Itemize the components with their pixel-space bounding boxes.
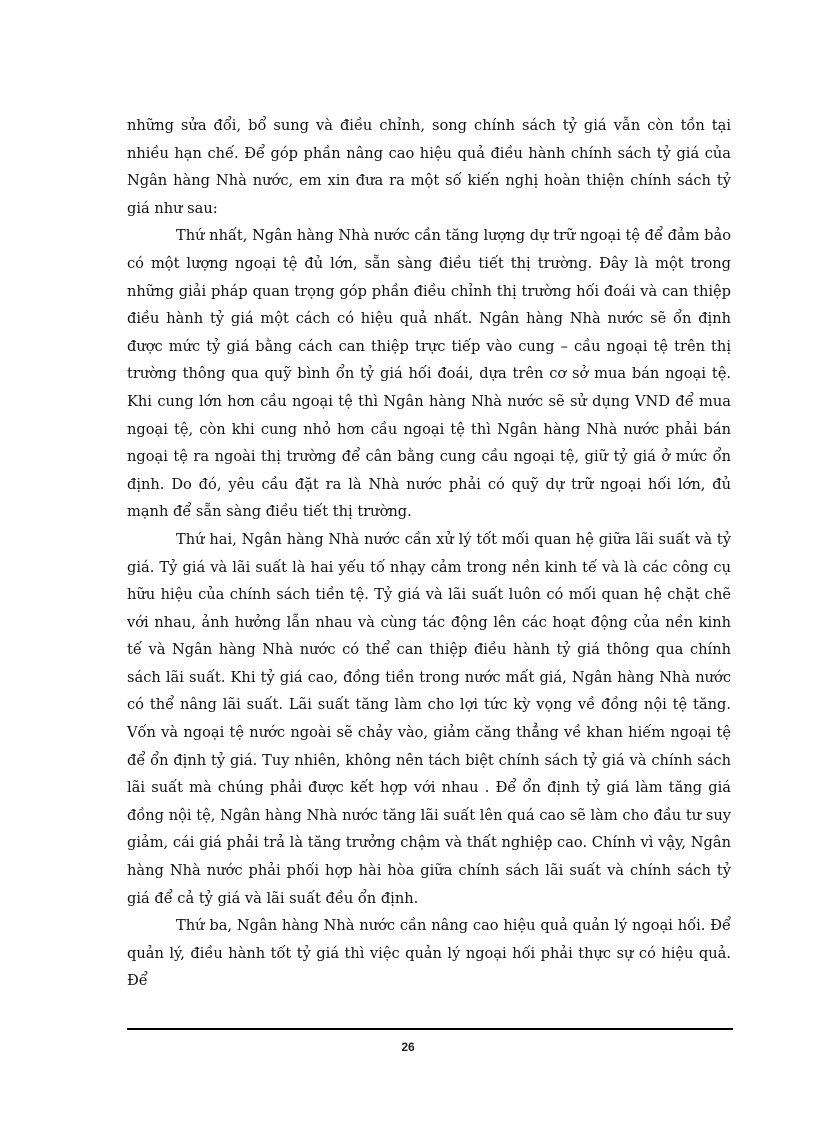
paragraph-continuation: những sửa đổi, bổ sung và điều chỉnh, song chính sách tỷ giá vẫn còn tồn tại nhiều hạn chế. Để góp phần nâng cao hiệu quả điều hành chính sách tỷ giá của Ngân hàng Nhà nước, em xin đưa ra một số kiến nghị hoàn thiện chính sách tỷ giá như sau: bbox=[127, 117, 731, 217]
page-number: 26 bbox=[401, 1040, 415, 1054]
paragraph-second-recommendation: Thứ hai, Ngân hàng Nhà nước cần xử lý tốt mối quan hệ giữa lãi suất và tỷ giá. Tỷ giá và lãi suất là hai yếu tố nhạy cảm trong nền kinh tế và là các công cụ hữu hiệu của chính sách tiền tệ. Tỷ giá và lãi suất luôn có mối quan hệ chặt chẽ với nhau, ảnh hưởng lẫn nhau và cùng tác động lên các hoạt động của nền kinh tế và Ngân hàng Nhà nước có thể can thiệp điều hành tỷ giá thông qua chính sách lãi suất. Khi tỷ giá cao, đồng tiền trong nước mất giá, Ngân hàng Nhà nước có thể nâng lãi suất. Lãi suất tăng làm cho lợi tức kỳ vọng về đồng nội tệ tăng. Vốn và ngoại tệ nước ngoài sẽ chảy vào, giảm căng thẳng về khan hiếm ngoại tệ để ổn định tỷ giá. Tuy nhiên, không nên tách biệt chính sách tỷ giá và chính sách lãi suất mà chúng phải được kết hợp với nhau . Để ổn định tỷ giá làm tăng giá đồng nội tệ, Ngân hàng Nhà nước tăng lãi suất lên quá cao sẽ làm cho đầu tư suy giảm, cái giá phải trả là tăng trưởng chậm và thất nghiệp cao. Chính vì vậy, Ngân hàng Nhà nước phải phối hợp hài hòa giữa chính sách lãi suất và chính sách tỷ giá để cả tỷ giá và lãi suất đều ổn định. bbox=[127, 530, 731, 907]
footer-divider bbox=[127, 1028, 733, 1030]
paragraph-first-recommendation: Thứ nhất, Ngân hàng Nhà nước cần tăng lượng dự trữ ngoại tệ để đảm bảo có một lượng ngoại tệ đủ lớn, sẵn sàng điều tiết thị trường. Đây là một trong những giải pháp quan trọng góp phần điều chỉnh thị trường hối đoái và can thiệp điều hành tỷ giá một cách có hiệu quả nhất. Ngân hàng Nhà nước sẽ ổn định được mức tỷ giá bằng cách can thiệp trực tiếp vào cung – cầu ngoại tệ trên thị trường thông qua quỹ bình ổn tỷ giá hối đoái, dựa trên cơ sở mua bán ngoại tệ. Khi cung lớn hơn cầu ngoại tệ thì Ngân hàng Nhà nước sẽ sử dụng VND để mua ngoại tệ, còn khi cung nhỏ hơn cầu ngoại tệ thì Ngân hàng Nhà nước phải bán ngoại tệ ra ngoài thị trường để cân bằng cung cầu ngoại tệ, giữ tỷ giá ở mức ổn định. Do đó, yêu cầu đặt ra là Nhà nước phải có quỹ dự trữ ngoại hối lớn, đủ mạnh để sẵn sàng điều tiết thị trường. bbox=[127, 227, 731, 521]
paragraph-third-recommendation: Thứ ba, Ngân hàng Nhà nước cần nâng cao hiệu quả quản lý ngoại hối. Để quản lý, điều hành tốt tỷ giá thì việc quản lý ngoại hối phải thực sự có hiệu quả. Để bbox=[127, 917, 731, 990]
body-text bbox=[127, 112, 731, 995]
